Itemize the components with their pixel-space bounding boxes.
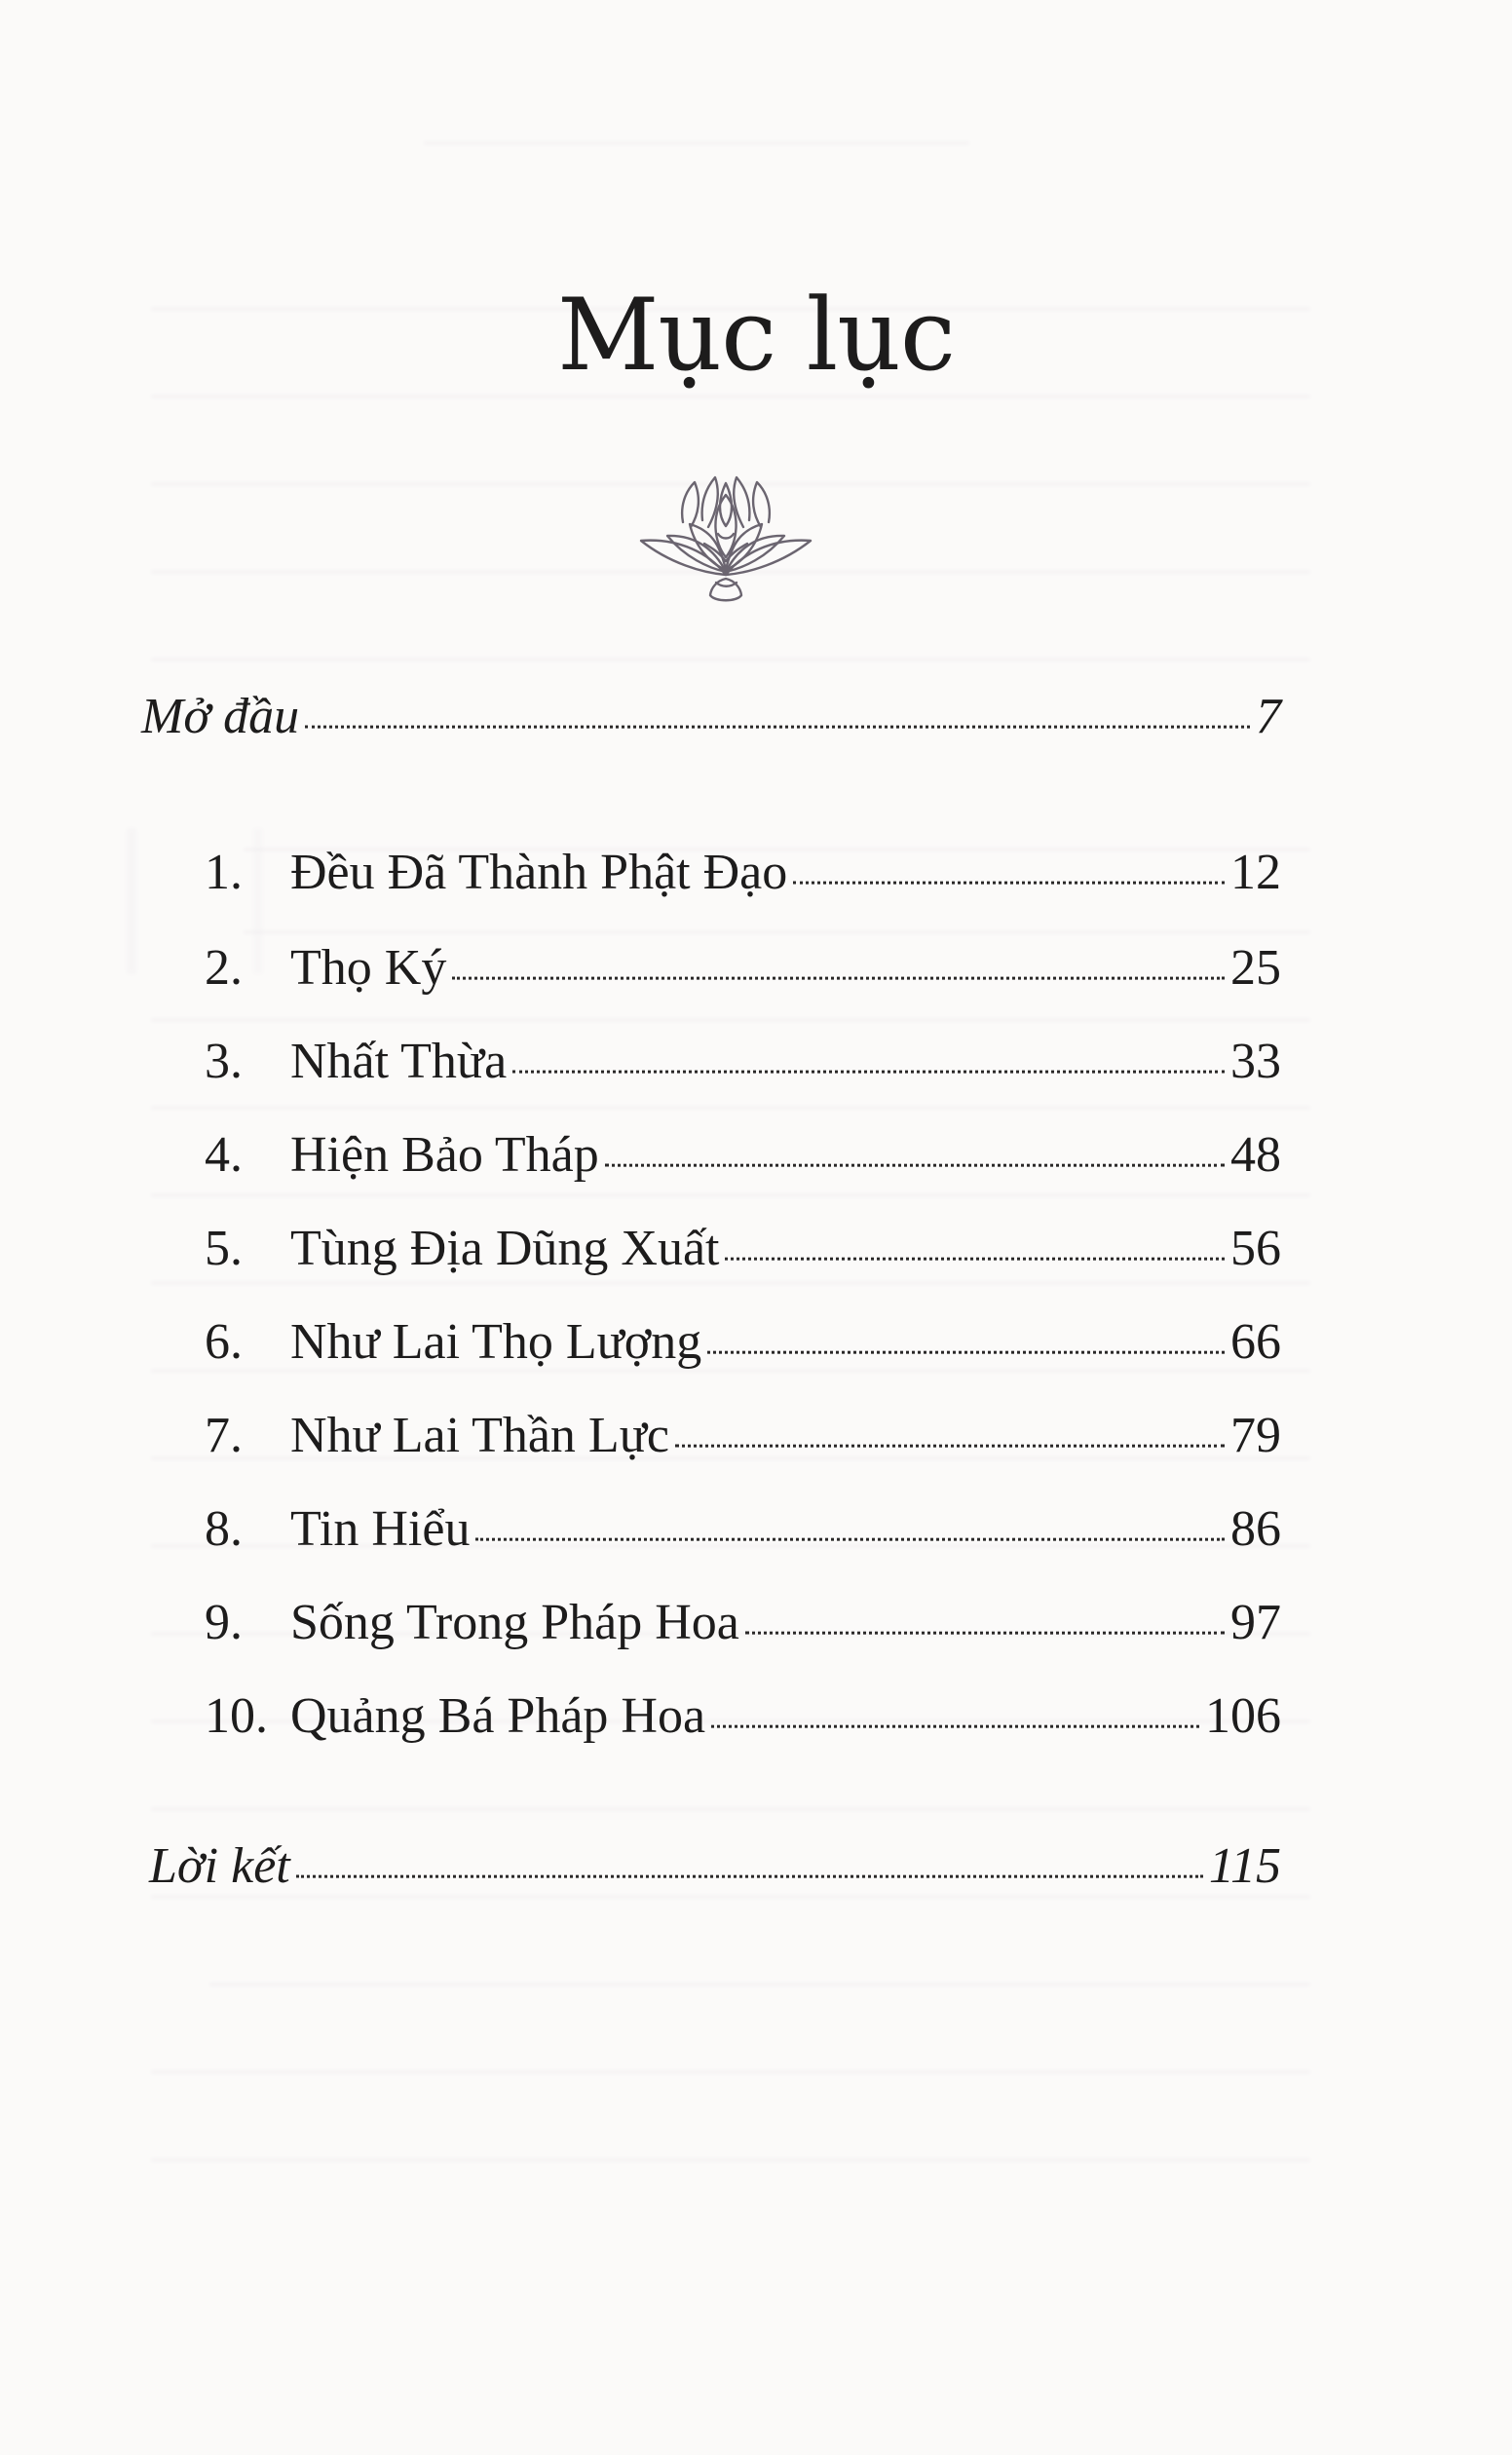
toc-entry-number: 3. — [205, 1034, 243, 1089]
toc-entry-label: Hiện Bảo Tháp — [290, 1127, 599, 1183]
toc-entry-label: Lời kết — [149, 1838, 290, 1894]
toc-entry-label: Tùng Địa Dũng Xuất — [290, 1221, 720, 1276]
toc-entry-number: 9. — [205, 1595, 243, 1650]
toc-entry-label: Như Lai Thọ Lượng — [290, 1314, 702, 1370]
toc-entry-number: 6. — [205, 1314, 243, 1370]
toc-entry-chapter-7[interactable] — [205, 1408, 1281, 1463]
toc-entry-number: 1. — [205, 845, 243, 900]
toc-leader-dots — [512, 1061, 1225, 1074]
toc-entry-chapter-3[interactable] — [205, 1034, 1281, 1089]
toc-entry-label: Nhất Thừa — [290, 1034, 508, 1089]
toc-page-number: 33 — [1230, 1034, 1281, 1089]
toc-leader-dots — [475, 1529, 1225, 1541]
toc-entry-chapter-6[interactable] — [205, 1314, 1281, 1370]
toc-entry-number: 4. — [205, 1127, 243, 1183]
toc-page-number: 25 — [1230, 940, 1281, 996]
toc-entry-number: 5. — [205, 1221, 243, 1276]
toc-leader-dots — [745, 1622, 1225, 1635]
toc-entry-chapter-9[interactable] — [205, 1595, 1281, 1650]
toc-page-number: 86 — [1230, 1501, 1281, 1557]
toc-entry-label: Đều Đã Thành Phật Đạo — [290, 845, 788, 900]
toc-entry-label: Tin Hiểu — [290, 1501, 471, 1557]
toc-leader-dots — [707, 1341, 1225, 1354]
toc-entry-chapter-5[interactable] — [205, 1221, 1281, 1276]
toc-leader-dots — [305, 716, 1250, 729]
toc-entry-chapter-1[interactable] — [205, 845, 1281, 900]
toc-leader-dots — [725, 1248, 1225, 1261]
page-title: Mục lục — [556, 278, 956, 394]
toc-entry-label: Thọ Ký — [290, 940, 447, 996]
toc-page-number: 12 — [1230, 845, 1281, 900]
toc-entry-label: Như Lai Thần Lực — [290, 1408, 669, 1463]
lotus-icon — [617, 429, 836, 604]
toc-page-number: 7 — [1256, 689, 1281, 744]
toc-entry-label: Mở đầu — [141, 689, 300, 744]
toc-entry-number: 8. — [205, 1501, 243, 1557]
toc-entry-label: Sống Trong Pháp Hoa — [290, 1595, 739, 1650]
table-of-contents — [141, 672, 1281, 1958]
toc-entry-number: 7. — [205, 1408, 243, 1463]
toc-leader-dots — [296, 1866, 1203, 1878]
toc-page-number: 79 — [1230, 1408, 1281, 1463]
toc-page-number: 66 — [1230, 1314, 1281, 1370]
toc-leader-dots — [675, 1435, 1225, 1448]
toc-entry-chapter-10[interactable] — [205, 1688, 1281, 1744]
toc-entry-chapter-2[interactable] — [205, 940, 1281, 996]
toc-entry-chapter-4[interactable] — [205, 1127, 1281, 1183]
toc-entry-number: 10. — [205, 1688, 268, 1744]
toc-entry-conclusion[interactable] — [149, 1838, 1281, 1894]
toc-page-number: 115 — [1208, 1838, 1281, 1894]
toc-page-number: 97 — [1230, 1595, 1281, 1650]
toc-page-number: 48 — [1230, 1127, 1281, 1183]
toc-entry-chapter-8[interactable] — [205, 1501, 1281, 1557]
toc-page-number: 106 — [1205, 1688, 1281, 1744]
toc-page-number: 56 — [1230, 1221, 1281, 1276]
toc-leader-dots — [605, 1154, 1225, 1167]
toc-entry-number: 2. — [205, 940, 243, 996]
toc-leader-dots — [452, 967, 1225, 980]
toc-leader-dots — [793, 872, 1225, 885]
toc-entry-label: Quảng Bá Pháp Hoa — [290, 1688, 706, 1744]
toc-leader-dots — [711, 1716, 1199, 1728]
toc-entry-intro[interactable] — [141, 689, 1281, 744]
